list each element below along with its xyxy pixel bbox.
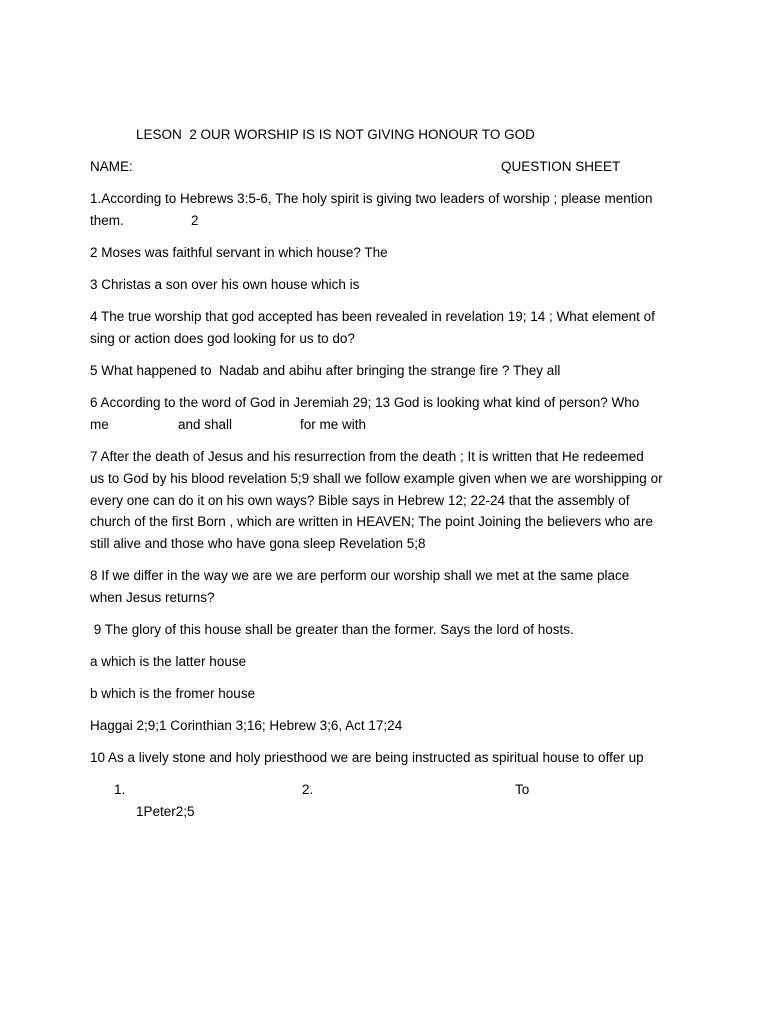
question-4-line-2: sing or action does god looking for us to do? (90, 331, 355, 346)
question-6-blank-1: me (90, 417, 109, 432)
question-2: 2 Moses was faithful servant in which house? The (90, 245, 388, 260)
question-10-reference: 1Peter2;5 (136, 804, 195, 819)
question-8-line-2: when Jesus returns? (90, 590, 215, 605)
question-9-option-a: a which is the latter house (90, 654, 247, 669)
question-7-line-3: every one can do it on his own ways? Bible says in Hebrew 12; 22-24 that the assembly of (90, 493, 630, 508)
question-10-to: To (515, 782, 530, 797)
question-7-line-2: us to God by his blood revelation 5;9 shall we follow example given when we are worshipping or (90, 471, 663, 486)
question-5: 5 What happened to Nadab and abihu after bringing the strange fire ? They all (90, 363, 561, 378)
question-6-blank-3: for me with (300, 417, 367, 432)
question-9-reference: Haggai 2;9;1 Corinthian 3;16; Hebrew 3;6, Act 17;24 (90, 718, 403, 733)
question-6-blank-2: and shall (178, 417, 233, 432)
question-10-item-1: 1. (114, 782, 126, 797)
question-9-option-b: b which is the fromer house (90, 686, 256, 701)
question-6-line-1: 6 According to the word of God in Jeremiah 29; 13 God is looking what kind of person? Who (90, 395, 640, 410)
lesson-title: LESON 2 OUR WORSHIP IS IS NOT GIVING HONOUR TO GOD (136, 127, 535, 142)
question-7-line-4: church of the first Born , which are written in HEAVEN; The point Joining the believers who are (90, 514, 654, 529)
question-3: 3 Christas a son over his own house which is (90, 277, 360, 292)
question-8-line-1: 8 If we differ in the way we are we are perform our worship shall we met at the same place (90, 568, 630, 583)
question-4-line-1: 4 The true worship that god accepted has been revealed in revelation 19; 14 ; What element of (90, 309, 655, 324)
question-1-marks: 2 (191, 213, 199, 228)
question-7-line-1: 7 After the death of Jesus and his resurrection from the death ; It is written that He redeemed (90, 449, 644, 464)
question-1-line-1: 1.According to Hebrews 3:5-6, The holy spirit is giving two leaders of worship ; please mention (90, 191, 653, 206)
name-label: NAME: (90, 159, 133, 174)
question-10: 10 As a lively stone and holy priesthood we are being instructed as spiritual house to offer up (90, 750, 644, 765)
question-9: 9 The glory of this house shall be greater than the former. Says the lord of hosts. (90, 622, 574, 637)
question-7-line-5: still alive and those who have gona sleep Revelation 5;8 (90, 536, 426, 551)
question-sheet-label: QUESTION SHEET (501, 159, 621, 174)
question-1-line-2: them. (90, 213, 124, 228)
question-10-item-2: 2. (302, 782, 314, 797)
